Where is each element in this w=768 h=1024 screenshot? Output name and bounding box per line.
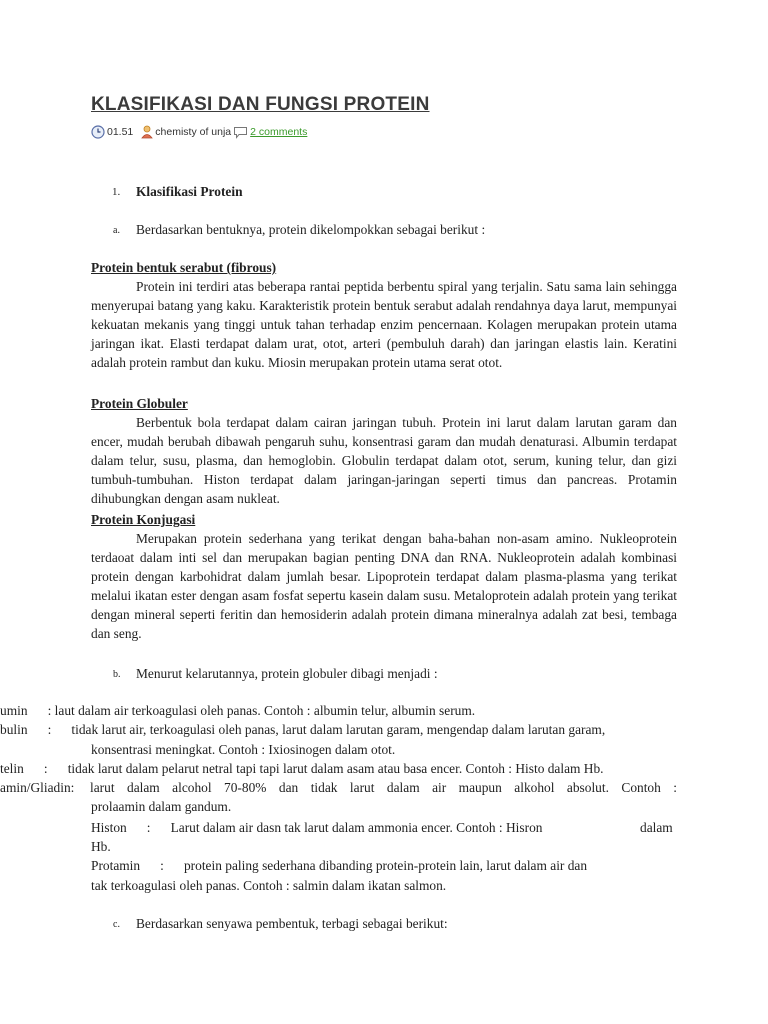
prolamin-label: amin/Gliadin: bbox=[0, 780, 75, 795]
clock-icon bbox=[91, 125, 105, 139]
albumin-line: umin : laut dalam air terkoagulasi oleh panas. Contoh : albumin telur, albumin serum. bbox=[0, 703, 476, 718]
histon-line-1-end: dalam bbox=[640, 820, 673, 835]
post-title[interactable]: KLASIFIKASI DAN FUNGSI PROTEIN bbox=[91, 94, 430, 115]
author-icon bbox=[141, 125, 153, 139]
post-time: 01.51 bbox=[107, 126, 134, 138]
heading-globuler: Protein Globuler bbox=[91, 396, 188, 411]
protamin-line-1: Protamin : protein paling sederhana dibanding protein-protein lain, larut dalam air dan bbox=[91, 858, 588, 873]
protamin-line-2: tak terkoagulasi oleh panas. Contoh : salmin dalam ikatan salmon. bbox=[91, 878, 447, 893]
paragraph-konjugasi: Merupakan protein sederhana yang terikat dengan baha-bahan non-asam amino. Nukleoprotein terdaoat dalam inti sel dan merupakan bagian penting DNA dan RNA. Nukleoprotein adalah kombinasi protein dengan karbohidrat dalam jumlah besar. Lipoprotein terdapat dalam plasma-plasma yang terikat melalui ikatan ester dengan asam fosfat sepertu kasein dalam susu. Metaloprotein adalah protein yang terikat dengan mineral seperti feritin dan hemosiderin adalah protein dimana mineralnya adalah zat besi, tembaga dan seng. bbox=[91, 531, 677, 641]
list-marker-b: b. bbox=[113, 669, 121, 680]
list-item-c: Berdasarkan senyawa pembentuk, terbagi sebagai berikut: bbox=[136, 916, 448, 931]
list-item-b: Menurut kelarutannya, protein globuler dibagi menjadi : bbox=[136, 666, 438, 681]
paragraph-fibrous: Protein ini terdiri atas beberapa rantai peptida berbentu spiral yang terjalin. Satu sama lain sehingga menyerupai batang yang kaku. Karakteristik protein bentuk serabut adalah rendahnya daya larut, mempunyai kekuatan mekanis yang tinggi untuk tahan terhadap enzim pencernaan. Kolagen merupakan protein utama jaringan ikat. Elasti terdapat dalam urat, otot, arteri (pembuluh darah) dan jaringan elastis lain. Keratini adalah protein rambut dan kuku. Miosin merupakan protein utama serat otot. bbox=[91, 279, 677, 370]
globulin-line-2: konsentrasi meningkat. Contoh : Ixiosinogen dalam otot. bbox=[91, 742, 396, 757]
section-number: 1. bbox=[112, 186, 121, 198]
histon-line-1: Histon : Larut dalam air dasn tak larut dalam ammonia encer. Contoh : Hisron bbox=[91, 820, 543, 835]
histon-line-2: Hb. bbox=[91, 839, 111, 854]
comment-icon bbox=[233, 126, 248, 139]
globulin-line-1: bulin : tidak larut air, terkoagulasi oleh panas, larut dalam larutan garam, mengendap dalam larutan garam, bbox=[0, 722, 606, 737]
post-meta bbox=[91, 125, 307, 139]
glutelin-line: telin : tidak larut dalam pelarut netral tapi tapi larut dalam asam atau basa encer. Contoh : Histo dalam Hb. bbox=[0, 761, 604, 776]
heading-fibrous: Protein bentuk serabut (fibrous) bbox=[91, 260, 277, 275]
list-item-a: Berdasarkan bentuknya, protein dikelompokkan sebagai berikut : bbox=[136, 222, 486, 237]
list-marker-c: c. bbox=[113, 919, 120, 930]
heading-konjugasi: Protein Konjugasi bbox=[91, 512, 196, 527]
post-author: chemisty of unja bbox=[155, 126, 232, 138]
prolamin-line-1: larut dalam alcohol 70-80% dan tidak larut dalam air maupun alkohol absolut. Contoh : bbox=[90, 780, 677, 795]
list-marker-a: a. bbox=[113, 225, 120, 236]
prolamin-line-2: prolaamin dalam gandum. bbox=[91, 799, 232, 814]
paragraph-globuler: Berbentuk bola terdapat dalam cairan jaringan tubuh. Protein ini larut dalam larutan garam dan encer, mudah berubah dibawah pengaruh suhu, konsentrasi garam dan mudah denaturasi. Albumin terdapat dalam telur, susu, plasma, dan hemoglobin. Globulin terdapat dalam otot, serum, kuning telur, dan gizi tumbuh-tumbuhan. Histon terdapat dalam jaringan-jaringan seperti timus dan pancreas. Protamin dihubungkan dengan asam nukleat. bbox=[91, 415, 677, 506]
section-title: Klasifikasi Protein bbox=[136, 184, 243, 199]
comments-link[interactable]: 2 comments bbox=[250, 126, 308, 138]
